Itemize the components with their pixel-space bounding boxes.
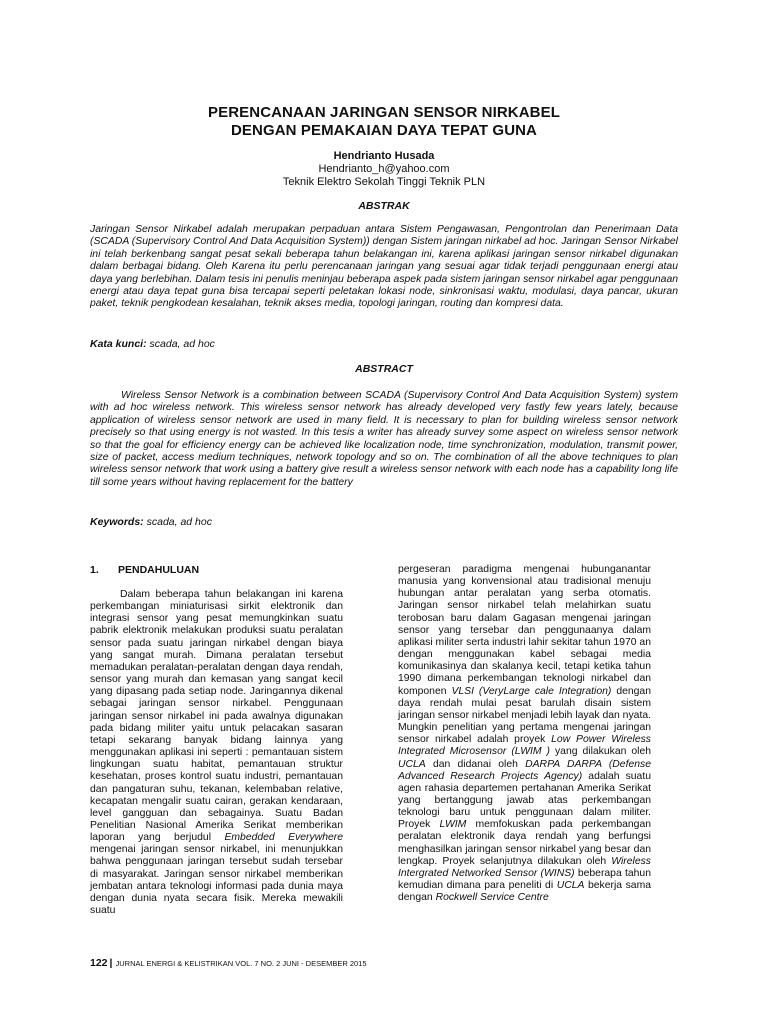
darpa-term: DARPA DARPA (Defense Advanced Research Projects Agency) — [398, 758, 652, 782]
abstract-keywords — [90, 516, 678, 529]
abstract-heading: ABSTRACT — [355, 363, 413, 375]
ucla-term-2: UCLA — [556, 880, 585, 892]
ucla-term: UCLA — [398, 758, 426, 770]
paper-title-line-1: PERENCANAAN JARINGAN SENSOR NIRKABEL — [208, 104, 560, 121]
page-number: 122 — [90, 957, 108, 969]
left-column — [90, 564, 343, 917]
right-text-b: dengan daya rendah mulai pesat barulah disain sistem jaringan sensor nirkabel menjadi lebih layak dan nyata. Mungkin penelitian yang pertama mengenai jaringan sensor nirkabel adalah proyek — [398, 685, 651, 746]
abstrak-heading: ABSTRAK — [358, 200, 410, 212]
intro-paragraph-right — [398, 564, 651, 904]
right-text-a: pergeseran paradigma mengenai hubunganantar manusia yang konvensional atau tradisional menuju hubungan antar peralatan yang serba otomatis. Jaringan sensor nirkabel telah melahirkan suatu terobosan baru dalam Gagasan mengenai jaringan sensor yang tersebar dan penggunaanya dalam aplikasi militer serta industri lahir sekitar tahun 1970 an dengan menggunakan kabel sebagai media komunikasinya dan skalanya kecil, tetapi ketika tahun 1990 dimana perkembangan teknologi nirkabel dan komponen — [398, 564, 651, 697]
right-text-f: memfokuskan pada perkembangan peralatan elektronik daya rendah yang berfungsi menghasilkan jaringan sensor nirkabel yang besar dan lengkap. Proyek selanjutnya dilakukan oleh — [398, 819, 652, 867]
right-column — [398, 564, 651, 904]
abstract-keywords-label: Keywords: — [90, 516, 144, 528]
author-block — [0, 150, 768, 189]
right-text-c: yang dilakukan oleh — [554, 746, 652, 758]
paper-title — [0, 104, 768, 140]
paper-title-line-2: DENGAN PEMAKAIAN DAYA TEPAT GUNA — [230, 122, 537, 139]
right-text-d: dan didanai oleh — [432, 758, 518, 770]
author-name: Hendrianto Husada — [333, 150, 435, 162]
abstrak-text: Jaringan Sensor Nirkabel adalah merupakan perpaduan antara Sistem Pengawasan, Pengontrolan dan Penerimaan Data (SCADA (Supervisory Control And Data Acquisition System)) dengan Sistem jaringan nirkabel ad hoc. Jaringan Sensor Nirkabel ini telah berkenbang sangat pesat sekali beberapa tahun belakangan ini, karena aplikasi jaringan sensor nirkabel digunakan dalam berbagai bidang. Oleh Karena itu perlu perencanaan jaringan yang sesuai agar tidak terjadi penggunaan energi atau daya yang berlebihan. Dalam tesis ini penulis meninjau beberapa aspek pada sistem jaringan sensor nirkabel agar penggunaan energi atau daya tepat guna bisa tercapai seperti peletakan lokasi node, sinkronisasi waktu, modulasi, daya pancar, ukuran paket, teknik pengkodean kesalahan, teknik akses media, topologi jaringan, routing dan kompresi data. — [90, 224, 678, 310]
section-title: PENDAHULUAN — [118, 564, 200, 576]
section-heading — [90, 564, 343, 577]
abstract-keywords-value: scada, ad hoc — [146, 516, 212, 528]
intro-text-part-1: Dalam beberapa tahun belakangan ini karena perkembangan miniaturisasi sirkit elektronik dan integrasi sensor yang pesat memungkinkan suatu pabrik elektronik melakukan produksi suatu peralatan sensor pada suatu jaringan nirkabel dengan biaya yang sangat murah. Dimana peralatan tersebut memadukan peralatan-peralatan dengan daya rendah, sensor yang murah dan kemasan yang sangat kecil yang dipasang pada setiap node. Jaringannya dikenal sebagai jaringan sensor nirkabel. Penggunaan jaringan sensor nirkabel ini pada awalnya digunakan pada bidang militer yaitu untuk pelacakan sasaran tetapi sekarang banyak bidang lainnya yang menggunakan aplikasi ini seperti : pemantauan sistem lingkungan suatu habitat, pemantauan struktur kesehatan, proses kontrol suatu industri, pemantauan dan pangaturan suhu, tekanan, kelembaban relative, kecapatan mengalir suatu cairan, gerakan kendaraan, level gangguan dan sebagainya. Suatu Badan Penelitian Nasional Amerika Serikat memberikan laporan yang berjudul — [90, 589, 343, 844]
section-number: 1. — [90, 564, 99, 576]
abstrak-keywords-label: Kata kunci: — [90, 338, 147, 350]
embedded-everywhere-term: Embedded Everywhere — [224, 832, 343, 844]
right-text-g: beberapa tahun kemudian dimana para peneliti di — [398, 867, 651, 892]
right-text-e: adalah suatu agen rahasia departemen pertahanan Amerika Serikat yang bertanggung jawab atas perkembangan teknologi baru untuk penggunaan dalam militer. Proyek — [398, 770, 651, 831]
lwim-full-term: Low Power Wireless Integrated Microsensor (LWIM ) — [398, 734, 652, 758]
journal-name: JURNAL ENERGI & KELISTRIKAN VOL. 7 NO. 2 JUNI - DESEMBER 2015 — [115, 959, 367, 968]
abstrak-keywords-value: scada, ad hoc — [149, 338, 215, 350]
abstract-text: Wireless Sensor Network is a combination between SCADA (Supervisory Control And Data Acquisition System) system with ad hoc wireless network. This wireless sensor network has already developed very fastly few years lately, because application of wireless sensor network are used in many field. It is necessary to plan for building wireless sensor network precisely so that using energy is not wasted. In this tesis a writer has already survey some aspect on wireless sensor network so that the goal for efficiency energy can be achieved like localization node, time synchronization, modulation, transmit power, size of packet, access medium techniques, network topology and so on. The combination of all the above techniques to plan wireless sensor network that work using a battery give result a wireless sensor network with each node has a capability long life till some years without having replacement for the battery — [90, 390, 678, 488]
page-footer — [90, 956, 367, 970]
lwim-term: LWIM — [439, 819, 467, 831]
author-affiliation: Teknik Elektro Sekolah Tinggi Teknik PLN — [282, 176, 486, 188]
wins-term: Wireless Intergrated Networked Sensor (WINS) — [398, 855, 651, 879]
vlsi-term: VLSI (VeryLarge cale Integration) — [451, 685, 612, 697]
author-email: Hendrianto_h@yahoo.com — [318, 163, 450, 175]
intro-text-part-2: mengenai jaringan sensor nirkabel, ini menunjukkan bahwa penggunaan jaringan tersebut sudah tersebar di masyarakat. Jaringan sensor nirkabel memberikan jembatan antara teknologi informasi pada dunia maya dengan dunia nyata secara fisik. Mereka mewakili suatu — [90, 844, 343, 917]
right-text-h: bekerja sama dengan — [398, 880, 652, 904]
intro-paragraph-left — [90, 589, 343, 917]
rockwell-term: Rockwell Service Centre — [435, 892, 549, 904]
abstrak-keywords — [90, 338, 678, 351]
footer-separator: | — [109, 957, 113, 969]
